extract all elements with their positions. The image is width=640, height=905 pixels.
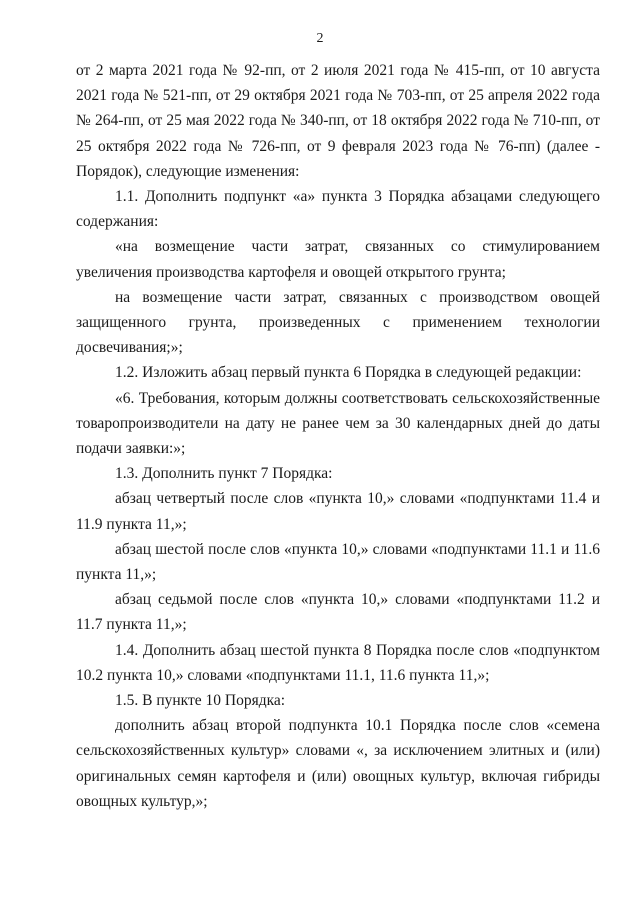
paragraph-1-5-item: дополнить абзац второй подпункта 10.1 Порядка после слов «семена сельскохозяйственных культур» словами «, за исключением элитных и (или) оригинальных семян картофеля и (или) овощных культур, включая гибриды овощных культур,»; <box>76 717 600 810</box>
paragraph-1-3-item-6: абзац шестой после слов «пункта 10,» словами «подпунктами 11.1 и 11.6 пункта 11,»; <box>76 540 600 584</box>
document-body <box>76 58 600 814</box>
paragraph-amendment-list: от 2 марта 2021 года № 92-пп, от 2 июля 2021 года № 415-пп, от 10 августа 2021 года № 521-пп, от 29 октября 2021 года № 703-пп, от 25 апреля 2022 года № 264-пп, от 25 мая 2022 года № 340-пп, от 18 октября 2022 года № 710-пп, от 25 октября 2022 года № 726-пп, от 9 февраля 2023 года № 76-пп) (далее - Порядок), следующие изменения: <box>76 62 600 180</box>
paragraph-1-1-quote-a: «на возмещение части затрат, связанных со стимулированием увеличения производства картофеля и овощей открытого грунта; <box>76 238 600 281</box>
paragraph-1-5: 1.5. В пункте 10 Порядка: <box>115 692 286 710</box>
page-number: 2 <box>316 31 324 46</box>
paragraph-1-2-quote: «6. Требования, которым должны соответствовать сельскохозяйственные товаропроизводители на дату не ранее чем за 30 календарных дней до даты подачи заявки:»; <box>76 389 600 458</box>
paragraph-1-3-item-4: абзац четвертый после слов «пункта 10,» словами «подпунктами 11.4 и 11.9 пункта 11,»; <box>76 490 600 533</box>
paragraph-1-1-quote-b: на возмещение части затрат, связанных с производством овощей защищенного грунта, произведенных с применением технологии досвечивания;»; <box>76 288 600 357</box>
paragraph-1-4: 1.4. Дополнить абзац шестой пункта 8 Порядка после слов «подпунктом 10.2 пункта 10,» словами «подпунктами 11.1, 11.6 пункта 11,»; <box>76 641 600 684</box>
paragraph-1-1: 1.1. Дополнить подпункт «а» пункта 3 Порядка абзацами следующего содержания: <box>76 188 600 231</box>
paragraph-1-2: 1.2. Изложить абзац первый пункта 6 Порядка в следующей редакции: <box>115 364 582 382</box>
paragraph-1-3-item-7: абзац седьмой после слов «пункта 10,» словами «подпунктами 11.2 и 11.7 пункта 11,»; <box>76 591 600 634</box>
paragraph-1-3: 1.3. Дополнить пункт 7 Порядка: <box>115 465 333 483</box>
